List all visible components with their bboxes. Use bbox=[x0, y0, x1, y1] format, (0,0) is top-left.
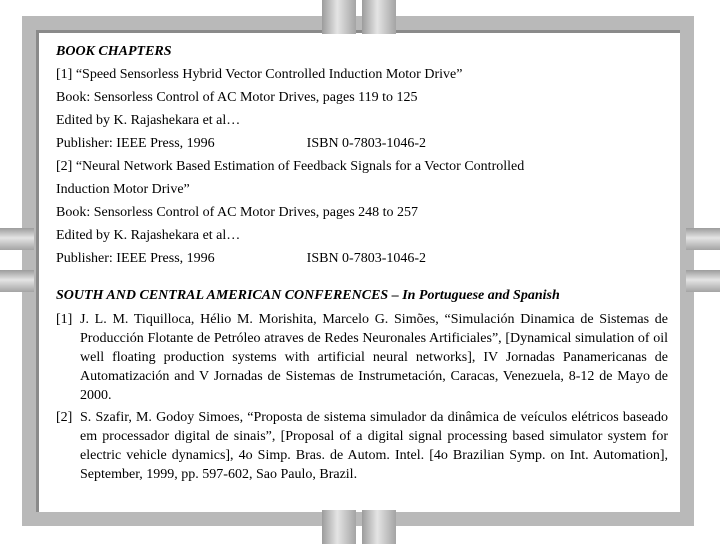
frame-tab-left-lower bbox=[0, 270, 34, 292]
chapter-editor: Edited by K. Rajashekara et al… bbox=[56, 228, 241, 243]
chapter-isbn: ISBN 0-7803-1046-2 bbox=[306, 136, 427, 151]
conference-reference bbox=[56, 310, 668, 405]
chapter-publisher-line bbox=[56, 247, 668, 270]
frame-tab-right-lower bbox=[686, 270, 720, 292]
frame-tab-right-upper bbox=[686, 228, 720, 250]
frame-shadow-top bbox=[36, 30, 680, 33]
book-chapters-heading: BOOK CHAPTERS bbox=[56, 44, 172, 59]
book-chapter-entry bbox=[56, 155, 668, 270]
chapter-book: Book: Sensorless Control of AC Motor Drives, pages 248 to 257 bbox=[56, 205, 419, 220]
section-spacer bbox=[56, 270, 668, 284]
chapter-isbn: ISBN 0-7803-1046-2 bbox=[306, 251, 427, 266]
frame-tab-top-right bbox=[362, 0, 396, 34]
reference-text: J. L. M. Tiquilloca, Hélio M. Morishita, Marcelo G. Simões, “Simulación Dinamica de Sistemas de Producción Flotante de Petróleo atraves de Redes Neuronales Artificiales”, [Dynamical simulation of oil well floating production systems with artificial neural networks], IV Jornadas Panamericanas de Automatización and V Jornadas de Sistemas de Instrumetación, Caracas, Venezuela, 8-12 de Mayo de 2000. bbox=[80, 312, 668, 403]
book-chapter-entry bbox=[56, 63, 668, 155]
chapter-editor: Edited by K. Rajashekara et al… bbox=[56, 113, 241, 128]
frame-shadow-left bbox=[36, 30, 39, 512]
reference-number: [1] bbox=[56, 312, 73, 327]
frame-tab-top-left bbox=[322, 0, 356, 34]
frame-tab-left-upper bbox=[0, 228, 34, 250]
frame-tab-bottom-right bbox=[362, 510, 396, 544]
reference-text: S. Szafir, M. Godoy Simoes, “Proposta de sistema simulador da dinâmica de veículos elétricos baseado em processador digital de sinais”, [Proposal of a digital signal processing based simulator system for electric vehicle dynamics], 4o Simp. Bras. de Autom. Intel. [4o Brazilian Symp. on Int. Automation], September, 1999, pp. 597-602, Sao Paulo, Brazil. bbox=[80, 410, 668, 482]
chapter-publisher: Publisher: IEEE Press, 1996 bbox=[56, 251, 215, 266]
chapter-publisher-line bbox=[56, 132, 668, 155]
chapter-title: [1] “Speed Sensorless Hybrid Vector Controlled Induction Motor Drive” bbox=[56, 67, 463, 82]
chapter-publisher: Publisher: IEEE Press, 1996 bbox=[56, 136, 215, 151]
chapter-book: Book: Sensorless Control of AC Motor Drives, pages 119 to 125 bbox=[56, 90, 418, 105]
reference-number: [2] bbox=[56, 410, 73, 425]
frame-tab-bottom-left bbox=[322, 510, 356, 544]
conferences-heading: SOUTH AND CENTRAL AMERICAN CONFERENCES – In Portuguese and Spanish bbox=[56, 288, 560, 303]
chapter-title-continued: Induction Motor Drive” bbox=[56, 182, 190, 197]
conference-reference bbox=[56, 408, 668, 484]
publication-list bbox=[56, 40, 668, 484]
chapter-title: [2] “Neural Network Based Estimation of Feedback Signals for a Vector Controlled bbox=[56, 159, 525, 174]
